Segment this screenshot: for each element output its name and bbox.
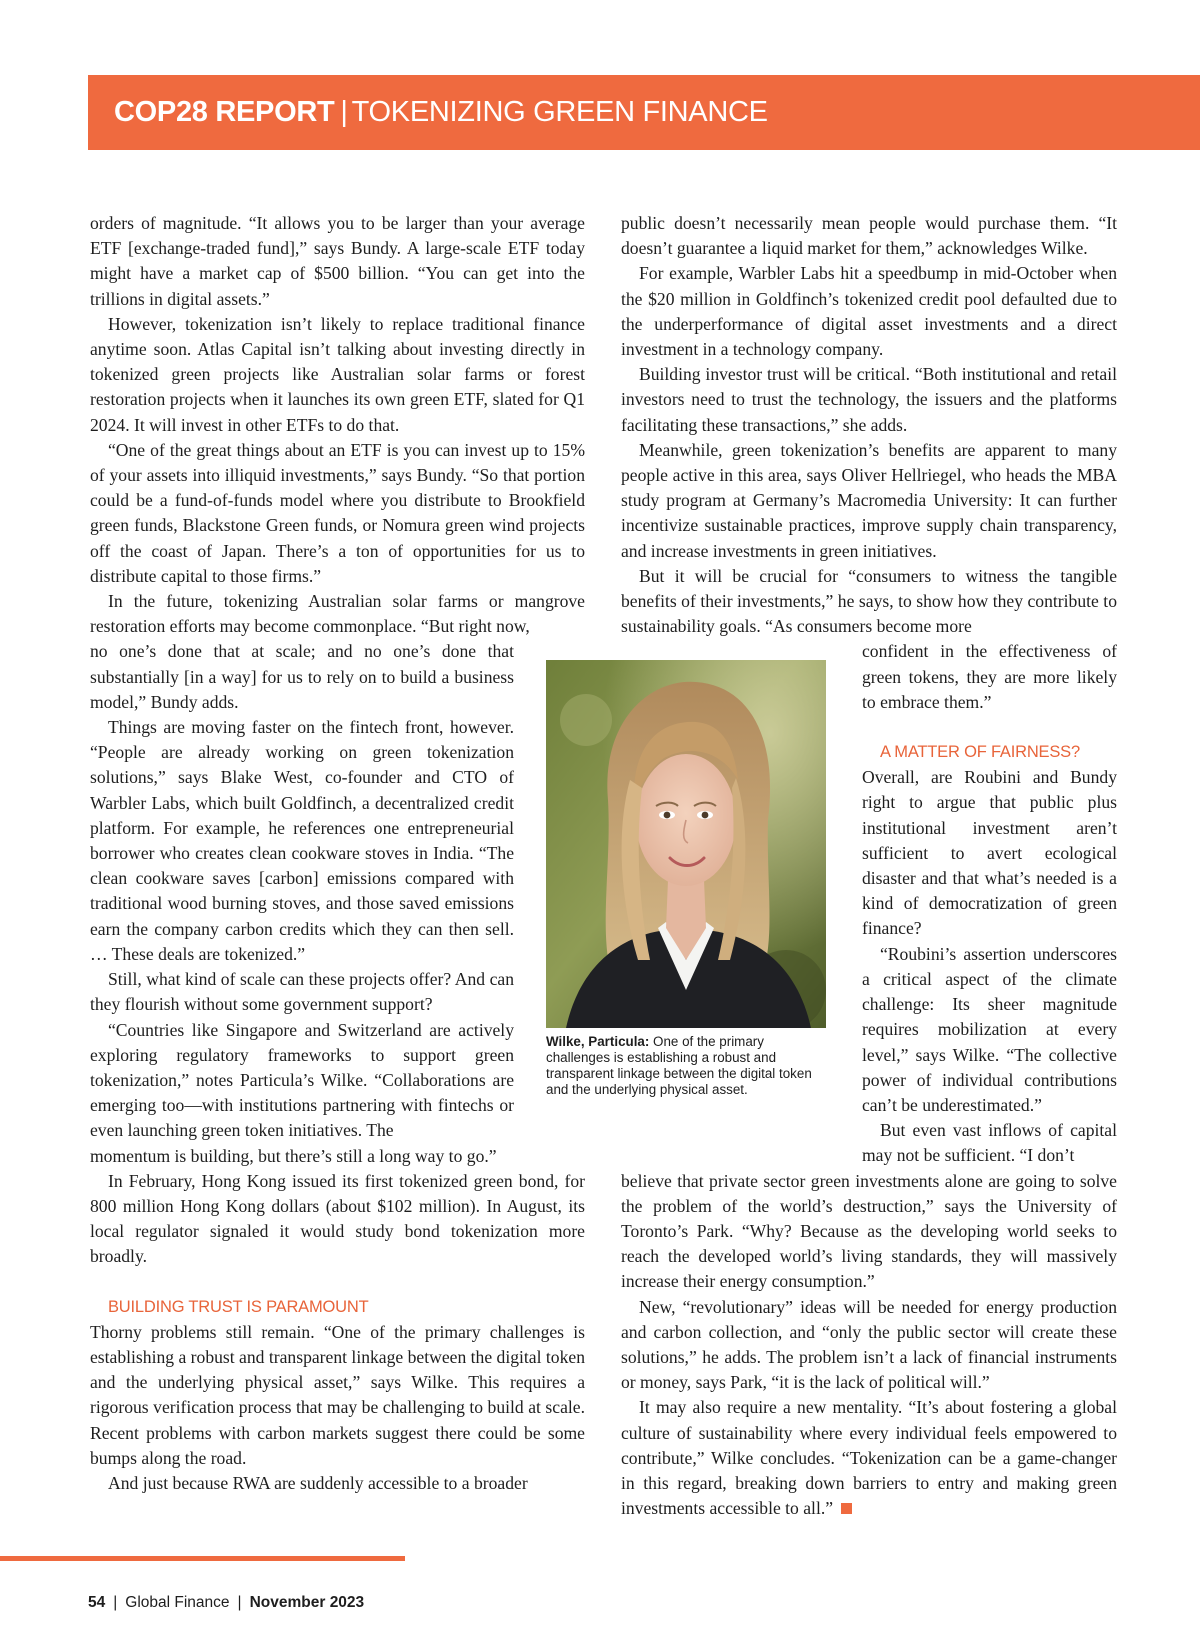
paragraph: confident in the effectiveness of green tokens, they are more likely to embrace them.”	[862, 641, 1117, 712]
paragraph: In February, Hong Kong issued its first tokenized green bond, for 800 million Hong Kong dollars (about $102 million). In August, its local regulator signaled it would study bond tokenization more broadly.	[90, 1170, 585, 1267]
left-column	[90, 211, 585, 1496]
section-header	[114, 96, 768, 136]
paragraph: “Roubini’s assertion underscores a critical aspect of the climate challenge: Its sheer magnitude requires mobilization at every level,” says Wilke. “The collective power of individual contributions can’t be underestimated.”	[862, 943, 1117, 1115]
publication-name: Global Finance	[125, 1594, 230, 1611]
paragraph: Thorny problems still remain. “One of the primary challenges is establishing a robust and transparent linkage between the digital token and the underlying physical asset,” says Wilke. This requires a rigorous verification process that may be challenging to build at scale. Recent problems with carbon markets suggest there could be some bumps along the road.	[90, 1321, 585, 1468]
paragraph: Things are moving faster on the fintech front, however. “People are already working on green tokenization solutions,” says Blake West, co-founder and CTO of Warbler Labs, which built Goldfinch, a decentralized credit platform. For example, he references one entrepreneurial borrower who creates clean cookware stoves in India. “The clean cookware saves [carbon] emissions compared with traditional wood burning stoves, and those saved emissions earn the company carbon credits which they can then sell. … These deals are tokenized.”	[90, 717, 514, 964]
header-separator: |	[340, 96, 348, 128]
paragraph: momentum is building, but there’s still a long way to go.”	[90, 1145, 497, 1166]
footer-separator: |	[113, 1594, 118, 1611]
paragraph: Still, what kind of scale can these projects offer? And can they flourish without some government support?	[90, 969, 514, 1015]
paragraph: “Countries like Singapore and Switzerland are actively exploring regulatory frameworks to support green tokenization,” notes Particula’s Wilke. “Collaborations are emerging too—with institutions partnering with fintechs or even launching green token initiatives. The	[90, 1019, 514, 1141]
paragraph: Meanwhile, green tokenization’s benefits are apparent to many people active in this area, says Oliver Hellriegel, who heads the MBA study program at Germany’s Macromedia University: It can further incentivize sustainable practices, improve supply chain transparency, and increase investments in green initiatives.	[621, 439, 1117, 561]
paragraph: Building investor trust will be critical. “Both institutional and retail investors need to trust the technology, the issuers and the platforms facilitating these transactions,” she adds.	[621, 364, 1117, 435]
paragraph: For example, Warbler Labs hit a speedbump in mid-October when the $20 million in Goldfinch’s tokenized credit pool defaulted due to the underperformance of digital asset investments and a direct investment in a technology company.	[621, 263, 1117, 360]
paragraph: New, “revolutionary” ideas will be needed for energy production and carbon collection, and “only the public sector will create these solutions,” he adds. The problem isn’t a lack of financial instruments or money, says Park, “it is the lack of political will.”	[621, 1296, 1117, 1393]
subhead-building-trust: BUILDING TRUST IS PARAMOUNT	[108, 1297, 369, 1316]
paragraph: orders of magnitude. “It allows you to be larger than your average ETF [exchange-traded fund],” says Bundy. A large-scale ETF today might have a market cap of $500 billion. “You can get into the trillions in digital assets.”	[90, 213, 585, 309]
paragraph: no one’s done that at scale; and no one’s done that substantially [in a way] for us to rely on to build a business model,” Bundy adds.	[90, 641, 514, 712]
caption-text: One of the primary challenges is establishing a robust and transparent linkage between the digital token and the underlying physical asset.	[546, 1034, 812, 1097]
page-footer	[88, 1594, 364, 1612]
photo-caption	[546, 1034, 822, 1098]
paragraph: public doesn’t necessarily mean people would purchase them. “It doesn’t guarantee a liquid market for them,” acknowledges Wilke.	[621, 213, 1117, 259]
footer-rule	[0, 1556, 405, 1561]
issue-date: November 2023	[249, 1594, 365, 1611]
end-of-article-mark	[841, 1503, 852, 1514]
caption-name: Wilke, Particula:	[546, 1034, 650, 1049]
paragraph: believe that private sector green investments alone are going to solve the problem of the world’s destruction,” says the University of Toronto’s Park. “Why? Because as the developing world seeks to reach the developed world’s living standards, they will massively increase their energy consumption.”	[621, 1170, 1117, 1292]
article-title: TOKENIZING GREEN FINANCE	[351, 96, 768, 128]
page-number: 54	[88, 1594, 106, 1611]
text-wrap-beside-photo	[862, 639, 1117, 1168]
paragraph: Overall, are Roubini and Bundy right to argue that public plus institutional investment aren’t sufficient to avert ecological disaster and that what’s needed is a kind of democratization of green finance?	[862, 767, 1117, 939]
footer-separator: |	[237, 1594, 242, 1611]
paragraph: “One of the great things about an ETF is you can invest up to 15% of your assets into illiquid investments,” says Bundy. “So that portion could be a fund-of-funds model where you distribute to Brookfield green funds, Blackstone Green funds, or Nomura green wind projects off the coast of Japan. There’s a ton of opportunities for us to distribute capital to those firms.”	[90, 439, 585, 586]
paragraph: However, tokenization isn’t likely to replace traditional finance anytime soon. Atlas Capital isn’t talking about investing directly in tokenized green projects like Australian solar farms or forest restoration projects when it launches its own green ETF, slated for Q1 2024. It will invest in other ETFs to do that.	[90, 313, 585, 435]
subhead-matter-of-fairness: A MATTER OF FAIRNESS?	[880, 743, 1080, 762]
paragraph: It may also require a new mentality. “It’s about fostering a global culture of sustainability where every individual feels empowered to contribute,” Wilke concludes. “Tokenization can be a game-changer in this regard, breaking down barriers to entry and making green investments accessible to all.”	[621, 1397, 1117, 1519]
portrait-photo	[546, 660, 826, 1028]
paragraph: And just because RWA are suddenly accessible to a broader	[108, 1472, 528, 1493]
text-wrap-beside-photo	[90, 639, 514, 1143]
paragraph: In the future, tokenizing Australian solar farms or mangrove restoration efforts may become commonplace. “But right now,	[90, 591, 585, 637]
paragraph: But even vast inflows of capital may not be sufficient. “I don’t	[862, 1120, 1117, 1166]
portrait-illustration	[546, 660, 826, 1028]
section-label: COP28 REPORT	[114, 96, 335, 128]
paragraph: But it will be crucial for “consumers to witness the tangible benefits of their investments,” he says, to show how they contribute to sustainability goals. “As consumers become more	[621, 565, 1117, 637]
